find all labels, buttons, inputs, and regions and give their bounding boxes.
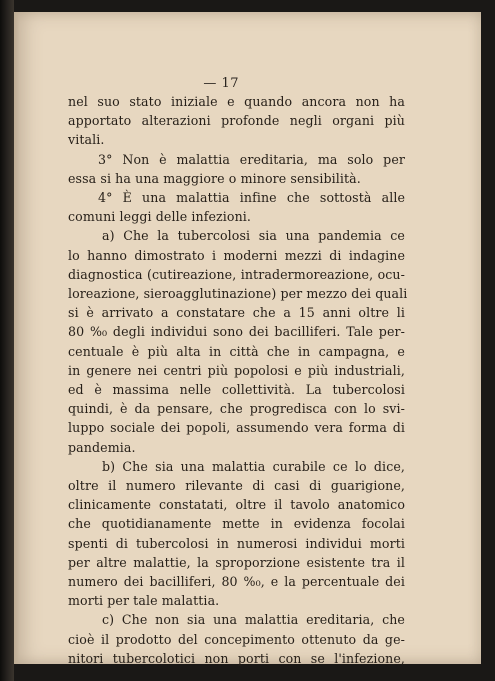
text-line: diagnostica (cutireazione, intradermoreazione, ocu- [68, 266, 405, 282]
text-line: c) Che non sia una malattia ereditaria, che [102, 612, 405, 628]
book-page [14, 12, 481, 664]
text-line: loreazione, sieroagglutinazione) per mezzo dei quali [68, 286, 408, 302]
text-line: si è arrivato a constatare che a 15 anni oltre li [68, 305, 405, 321]
text-line: spenti di tubercolosi in numerosi individui morti [68, 535, 405, 551]
text-line: ed è massima nelle collettività. La tubercolosi [68, 382, 405, 398]
text-line: b) Che sia una malattia curabile ce lo dice, [102, 458, 405, 474]
text-line: comuni leggi delle infezioni. [68, 209, 252, 225]
text-line: per altre malattie, la sproporzione esistente tra il [68, 554, 405, 570]
text-line: 3° Non è malattia ereditaria, ma solo per [98, 151, 405, 167]
text-line: clinicamente constatati, oltre il tavolo anatomico [68, 497, 405, 513]
text-line: nel suo stato iniziale e quando ancora non ha [68, 94, 405, 109]
text-line: pandemia. [68, 439, 136, 455]
text-line: luppo sociale dei popoli, assumendo vera forma di [68, 420, 405, 436]
book-spine [0, 0, 14, 681]
page-number: — 17 [203, 76, 239, 91]
text-line: apportato alterazioni profonde negli organi più [68, 113, 405, 129]
text-line: vitali. [68, 132, 105, 148]
text-line: centuale è più alta in città che in campagna, e [68, 343, 405, 359]
page-gutter-shadow [14, 12, 19, 664]
text-line: a) Che la tubercolosi sia una pandemia ce [102, 228, 405, 244]
text-line: quindi, è da pensare, che progredisca con lo svi- [68, 401, 405, 417]
text-line: cioè il prodotto del concepimento ottenuto da ge- [68, 631, 405, 647]
text-line: numero dei bacilliferi, 80 %₀, e la percentuale dei [68, 574, 405, 590]
body-text [68, 92, 408, 668]
text-line: che quotidianamente mette in evidenza focolai [68, 516, 405, 532]
text-line: 80 %₀ degli individui sono dei bacilliferi. Tale per- [68, 324, 405, 340]
text-line: in genere nei centri più popolosi e più industriali, [68, 362, 405, 378]
text-line: lo hanno dimostrato i moderni mezzi di indagine [68, 247, 405, 263]
text-line: essa si ha una maggiore o minore sensibilità. [68, 170, 361, 186]
text-line: 4° È una malattia infine che sottostà alle [98, 190, 405, 206]
text-line: morti per tale malattia. [68, 593, 220, 609]
text-line: nitori tubercolotici non porti con se l'infezione, [68, 650, 405, 666]
text-line: oltre il numero rilevante di casi di guarigione, [68, 478, 405, 494]
